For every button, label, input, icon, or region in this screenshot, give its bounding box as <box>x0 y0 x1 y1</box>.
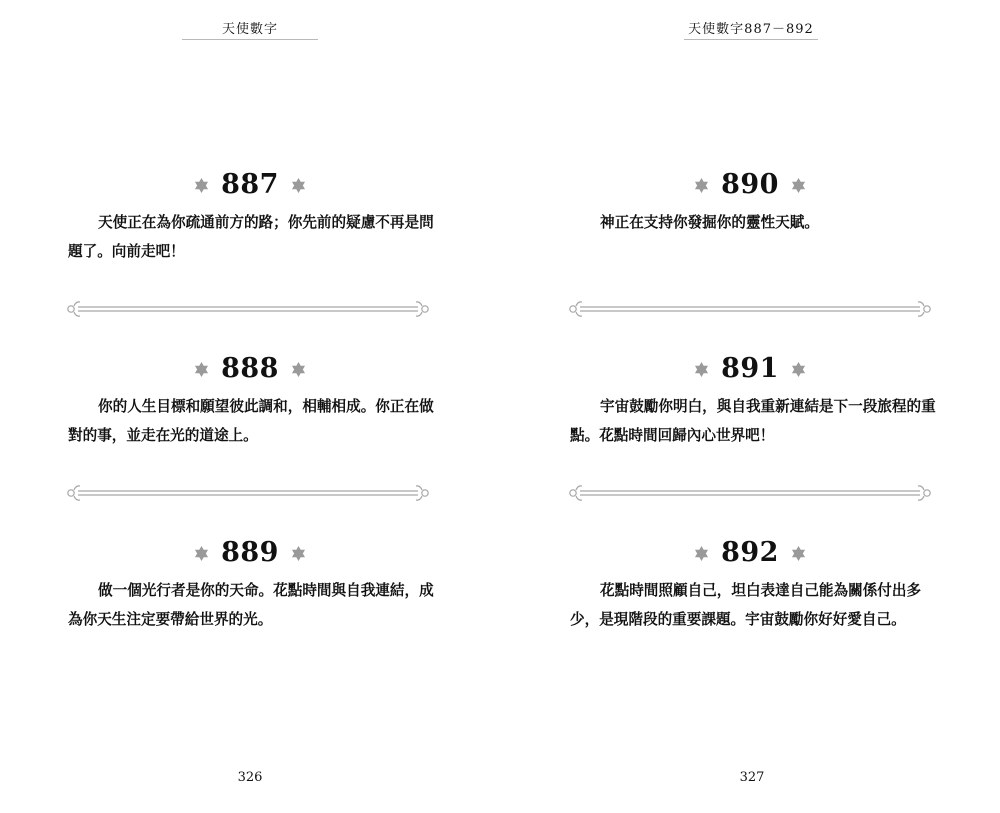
entry-text: 你的人生目標和願望彼此調和，相輔相成。你正在做對的事，並走在光的道途上。 <box>68 398 434 444</box>
angel-number: 891 <box>721 353 779 384</box>
entry-text: 宇宙鼓勵你明白，與自我重新連結是下一段旅程的重點。花點時間回歸內心世界吧！ <box>570 398 936 444</box>
entry-text: 神正在支持你發掘你的靈性天賦。 <box>600 214 819 231</box>
star-icon <box>291 546 306 561</box>
entry-text: 花點時間照顧自己，坦白表達自己能為關係付出多少，是現階段的重要課題。宇宙鼓勵你好好愛自己。 <box>570 582 922 628</box>
right-page <box>500 0 1000 813</box>
star-icon <box>791 546 806 561</box>
angel-number: 892 <box>721 537 779 568</box>
entry-text: 天使正在為你疏通前方的路；你先前的疑慮不再是問題了。向前走吧！ <box>68 214 434 260</box>
angel-number: 887 <box>221 169 279 200</box>
running-head: 天使數字887－892 <box>684 21 818 40</box>
entry-heading <box>0 168 500 202</box>
star-icon <box>194 546 209 561</box>
entry-heading <box>500 168 1000 202</box>
section-divider <box>64 299 432 319</box>
page-number: 327 <box>739 770 765 785</box>
angel-number: 889 <box>221 537 279 568</box>
entry-heading <box>500 536 1000 570</box>
page-number: 326 <box>237 770 263 785</box>
entry-heading <box>0 352 500 386</box>
entry-text: 做一個光行者是你的天命。花點時間與自我連結，成為你天生注定要帶給世界的光。 <box>68 582 434 628</box>
star-icon <box>694 362 709 377</box>
star-icon <box>291 178 306 193</box>
star-icon <box>791 178 806 193</box>
star-icon <box>694 178 709 193</box>
section-divider <box>566 483 934 503</box>
angel-number: 888 <box>221 353 279 384</box>
angel-number: 890 <box>721 169 779 200</box>
entry-heading <box>0 536 500 570</box>
section-divider <box>566 299 934 319</box>
star-icon <box>791 362 806 377</box>
star-icon <box>194 362 209 377</box>
star-icon <box>694 546 709 561</box>
running-head: 天使數字 <box>182 21 318 40</box>
star-icon <box>194 178 209 193</box>
star-icon <box>291 362 306 377</box>
section-divider <box>64 483 432 503</box>
entry-heading <box>500 352 1000 386</box>
